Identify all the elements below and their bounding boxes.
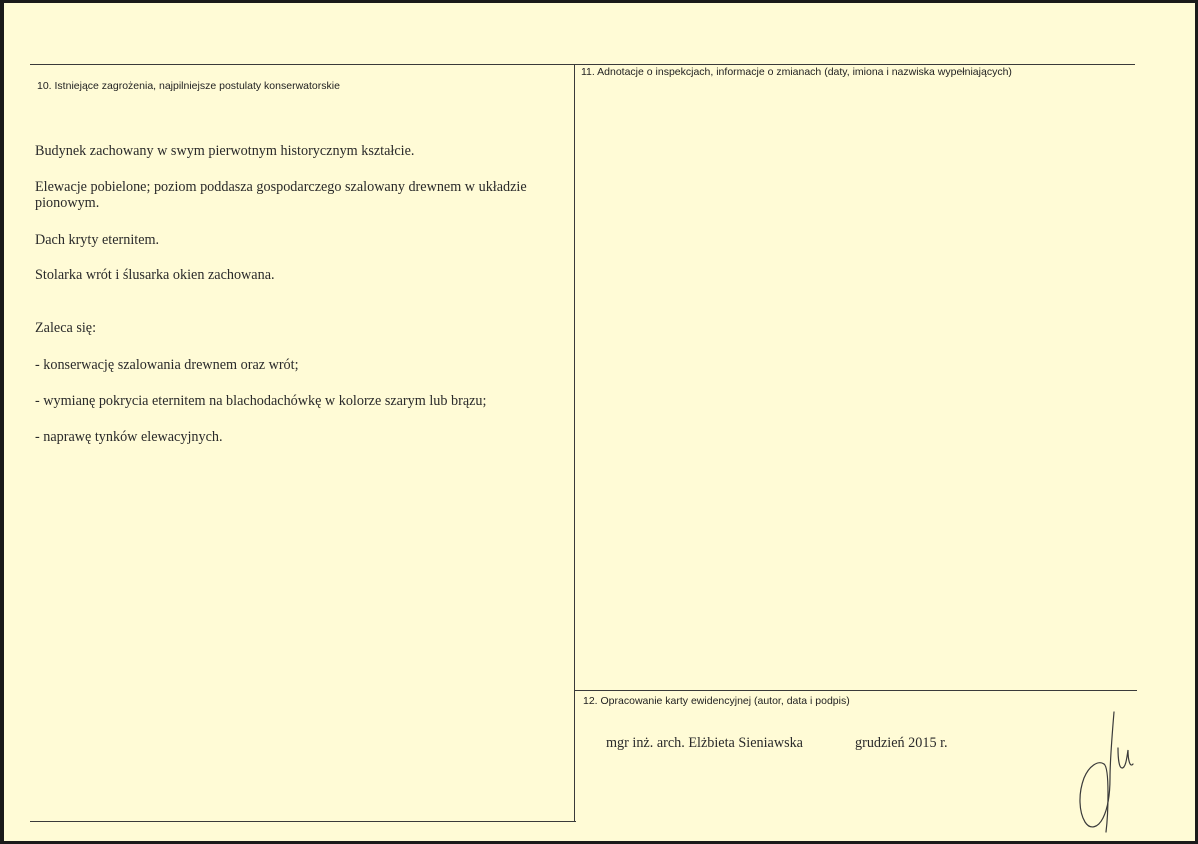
handwritten-signature-icon xyxy=(1070,708,1150,840)
section10-label: 10. Istniejące zagrożenia, najpilniejsze postulaty konserwatorskie xyxy=(37,80,340,92)
column-divider xyxy=(574,64,575,821)
paragraph-joinery: Stolarka wrót i ślusarka okien zachowana. xyxy=(35,267,275,283)
scan-border-top xyxy=(0,0,1198,3)
recommendation-item: - wymianę pokrycia eternitem na blachodachówkę w kolorze szarym lub brązu; xyxy=(35,393,487,409)
author-date: grudzień 2015 r. xyxy=(855,735,948,751)
form-top-rule xyxy=(30,64,1135,65)
section11-label: 11. Adnotacje o inspekcjach, informacje o zmianach (daty, imiona i nazwiska wypełniających) xyxy=(581,66,1012,78)
recommendations-heading: Zaleca się: xyxy=(35,320,97,336)
paragraph-roof: Dach kryty eternitem. xyxy=(35,232,160,248)
recommendation-item: - naprawę tynków elewacyjnych. xyxy=(35,429,223,445)
section12-top-rule xyxy=(575,690,1137,691)
paragraph-elevations: Elewacje pobielone; poziom poddasza gospodarczego szalowany drewnem w układzie pionowym. xyxy=(35,179,527,211)
form-bottom-rule-left xyxy=(30,821,576,822)
scan-border-left xyxy=(0,0,4,844)
author-name: mgr inż. arch. Elżbieta Sieniawska xyxy=(606,735,803,751)
paragraph-state: Budynek zachowany w swym pierwotnym historycznym kształcie. xyxy=(35,143,415,159)
recommendation-item: - konserwację szalowania drewnem oraz wrót; xyxy=(35,357,299,373)
section12-label: 12. Opracowanie karty ewidencyjnej (autor, data i podpis) xyxy=(583,695,850,707)
